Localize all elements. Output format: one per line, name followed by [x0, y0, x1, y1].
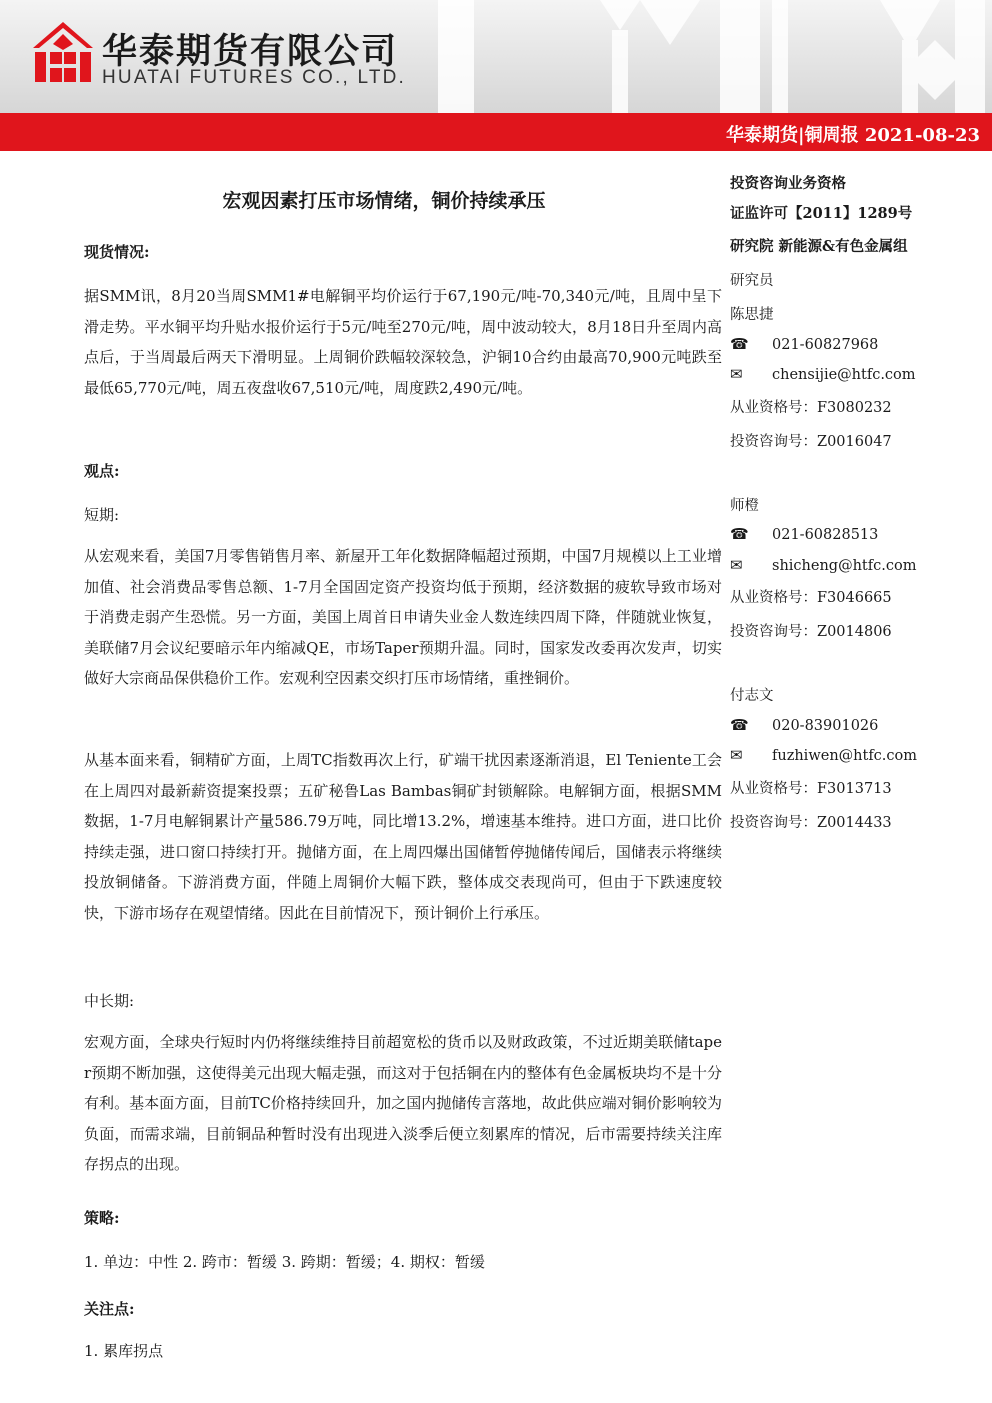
department: 研究院 新能源&有色金属组	[730, 238, 908, 255]
analyst-cert2: 投资咨询号：Z0016047	[730, 434, 892, 450]
analyst-cert2: 投资咨询号：Z0014433	[730, 815, 892, 831]
envelope-icon: ✉	[730, 365, 743, 383]
phone-icon: ☎	[730, 716, 749, 734]
view-heading: 观点:	[84, 462, 120, 480]
qualification-title: 投资咨询业务资格	[730, 175, 846, 192]
analyst-email[interactable]: shicheng@htfc.com	[772, 558, 917, 574]
strategy-text: 1. 单边：中性 2. 跨市：暂缓 3. 跨期：暂缓；4. 期权：暂缓	[84, 1253, 485, 1271]
short-term-label: 短期:	[84, 506, 120, 524]
role-label: 研究员	[730, 273, 774, 289]
analyst-phone-row	[730, 525, 878, 543]
analyst-name: 陈思捷	[730, 307, 774, 323]
phone-icon: ☎	[730, 525, 749, 543]
short-term-fundamental-paragraph: 从基本面来看，铜精矿方面，上周TC指数再次上行，矿端干扰因素逐渐消退，El Teniente工会在上周四对最新薪资提案投票；五矿秘鲁Las Bambas铜矿封锁解除。电解铜方面，根据SMM数据，1-7月电解铜累计产量586.79万吨，同比增13.2%，增速基本维持。进口方面，进口比价持续走强，进口窗口持续打开。抛储方面，在上周四爆出国储暂停抛储传闻后，国储表示将继续投放铜储备。下游消费方面，伴随上周铜价大幅下跌，整体成交表现尚可，但由于下跌速度较快，下游市场存在观望情绪。因此在目前情况下，预计铜价上行承压。	[84, 751, 722, 922]
analyst-name: 付志文	[730, 688, 774, 704]
company-logo-icon	[33, 22, 93, 86]
report-tag: 华泰期货|铜周报 2021-08-23	[726, 125, 980, 146]
long-term-paragraph: 宏观方面，全球央行短时内仍将继续维持目前超宽松的货币以及财政政策，不过近期美联储taper预期不断加强，这使得美元出现大幅走强，而这对于包括铜在内的整体有色金属板块均不是十分有利。基本面方面，目前TC价格持续回升，加之国内抛储传言落地，故此供应端对铜价影响较为负面，而需求端，目前铜品种暂时没有出现进入淡季后便立刻累库的情况，后市需要持续关注库存拐点的出现。	[84, 1033, 722, 1173]
envelope-icon: ✉	[730, 556, 743, 574]
license-number: 证监许可【2011】1289号	[730, 205, 913, 222]
analyst-email[interactable]: chensijie@htfc.com	[772, 367, 916, 383]
analyst-phone: 021-60828513	[772, 527, 879, 543]
focus-text: 1. 累库拐点	[84, 1342, 164, 1360]
analyst-phone: 021-60827968	[772, 337, 879, 353]
company-name-en: HUATAI FUTURES CO., LTD.	[102, 67, 407, 88]
analyst-cert1: 从业资格号：F3046665	[730, 590, 892, 606]
long-term-label: 中长期:	[84, 992, 135, 1010]
analyst-name: 师橙	[730, 498, 759, 514]
analyst-phone-row	[730, 335, 878, 353]
analyst-cert2: 投资咨询号：Z0014806	[730, 624, 892, 640]
page-header	[0, 0, 992, 113]
spot-paragraph: 据SMM讯，8月20当周SMM1#电解铜平均价运行于67,190元/吨-70,340元/吨，且周中呈下滑走势。平水铜平均升贴水报价运行于5元/吨至270元/吨，周中波动较大，8月18日升至周内高点后，于当周最后两天下滑明显。上周铜价跌幅较深较急，沪铜10合约由最高70,900元吨跌至最低65,770元/吨，周五夜盘收67,510元/吨，周度跌2,490元/吨。	[84, 287, 722, 397]
focus-heading: 关注点:	[84, 1300, 135, 1318]
analyst-email[interactable]: fuzhiwen@htfc.com	[772, 748, 918, 764]
analyst-email-row	[730, 746, 917, 764]
phone-icon: ☎	[730, 335, 749, 353]
spot-heading: 现货情况:	[84, 243, 150, 261]
strategy-heading: 策略:	[84, 1209, 120, 1227]
analyst-email-row	[730, 365, 916, 383]
page-title: 宏观因素打压市场情绪，铜价持续承压	[222, 190, 546, 212]
analyst-cert1: 从业资格号：F3013713	[730, 781, 892, 797]
company-name-cn: 华泰期货有限公司	[102, 32, 399, 72]
report-tag-bar	[0, 113, 992, 151]
analyst-email-row	[730, 556, 916, 574]
analyst-phone-row	[730, 716, 878, 734]
short-term-macro-paragraph: 从宏观来看，美国7月零售销售月率、新屋开工年化数据降幅超过预期，中国7月规模以上工业增加值、社会消费品零售总额、1-7月全国固定资产投资均低于预期，经济数据的疲软导致市场对于消费走弱产生恐慌。另一方面，美国上周首日申请失业金人数连续四周下降，伴随就业恢复，美联储7月会议纪要暗示年内缩减QE，市场Taper预期升温。同时，国家发改委再次发声，切实做好大宗商品保供稳价工作。宏观利空因素交织打压市场情绪，重挫铜价。	[84, 547, 722, 687]
envelope-icon: ✉	[730, 746, 743, 764]
analyst-cert1: 从业资格号：F3080232	[730, 400, 892, 416]
analyst-phone: 020-83901026	[772, 718, 879, 734]
